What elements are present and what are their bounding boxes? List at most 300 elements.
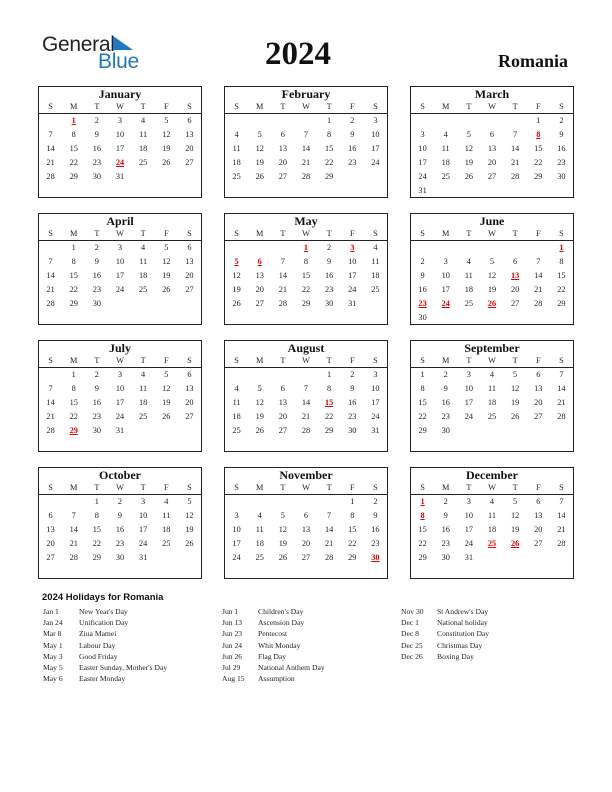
- day-cell: 31: [115, 426, 125, 435]
- day-cell: 24: [371, 412, 380, 421]
- logo-triangle-icon: [113, 36, 133, 50]
- day-cell: 19: [255, 412, 264, 421]
- empty-cell: [39, 368, 62, 382]
- day-cell: 21: [557, 525, 566, 534]
- weekday-label: M: [256, 356, 264, 365]
- day-cell: 2: [327, 243, 332, 252]
- weekday-label: T: [512, 356, 518, 365]
- day-cell: 6: [187, 370, 192, 379]
- day-cell: 3: [420, 130, 425, 139]
- holiday-date: May 3: [43, 651, 63, 661]
- day-cell: 6: [513, 257, 518, 266]
- weekday-label: S: [234, 229, 239, 238]
- holiday-item: [43, 628, 167, 639]
- day-cell: 18: [232, 412, 241, 421]
- day-cell: 8: [71, 257, 76, 266]
- weekday-label: T: [140, 229, 146, 238]
- day-cell: 16: [441, 398, 450, 407]
- empty-cell: [504, 551, 527, 565]
- day-cell: 28: [278, 299, 287, 308]
- day-cell: 7: [48, 130, 53, 139]
- month-november: [224, 467, 388, 579]
- day-cell: 24: [464, 412, 473, 421]
- empty-cell: [248, 241, 271, 255]
- day-cell: 28: [46, 172, 55, 181]
- year-title: 2024: [265, 36, 331, 72]
- week-row: [39, 128, 201, 142]
- day-cell: 25: [138, 285, 148, 294]
- day-cell: 3: [117, 243, 123, 252]
- month-name: March: [474, 87, 510, 101]
- day-cell: 11: [371, 257, 380, 266]
- day-cell: 29: [418, 553, 427, 562]
- day-cell: 30: [418, 313, 427, 322]
- weekday-label: T: [94, 229, 100, 238]
- day-cell: 12: [162, 130, 171, 139]
- day-cell: 21: [46, 158, 55, 167]
- day-cell: 9: [94, 130, 99, 139]
- week-row: [411, 114, 573, 128]
- holiday-day-cell: 5: [234, 257, 239, 266]
- weekday-label: M: [70, 229, 78, 238]
- week-row: [39, 537, 201, 551]
- day-cell: 24: [115, 412, 125, 421]
- day-cell: 1: [71, 243, 76, 252]
- holiday-date: Dec 1: [401, 618, 419, 628]
- day-cell: 28: [324, 553, 334, 562]
- day-cell: 30: [557, 172, 566, 181]
- day-cell: 25: [232, 172, 241, 181]
- day-cell: 15: [69, 398, 78, 407]
- day-cell: 9: [443, 384, 448, 393]
- week-row: [39, 142, 201, 156]
- day-cell: 6: [280, 130, 285, 139]
- holiday-name: New Year's Day: [79, 607, 128, 616]
- day-cell: 17: [464, 398, 473, 407]
- day-cell: 17: [418, 158, 427, 167]
- day-cell: 25: [371, 285, 380, 294]
- day-cell: 7: [559, 370, 564, 379]
- empty-cell: [155, 170, 178, 184]
- empty-cell: [457, 114, 480, 128]
- day-cell: 4: [373, 243, 378, 252]
- day-cell: 30: [441, 426, 450, 435]
- holiday-day-cell: 24: [441, 299, 450, 308]
- day-cell: 22: [301, 285, 311, 294]
- weekday-label: M: [70, 483, 78, 492]
- day-cell: 5: [164, 243, 169, 252]
- weekday-label: F: [349, 356, 355, 365]
- holiday-day-cell: 1: [420, 497, 425, 506]
- week-row: [411, 283, 573, 297]
- holiday-day-cell: 26: [487, 299, 497, 308]
- day-cell: 29: [92, 553, 101, 562]
- weekday-label: F: [349, 229, 355, 238]
- weekday-label: T: [94, 102, 100, 111]
- week-row: [39, 156, 201, 170]
- day-cell: 21: [301, 158, 311, 167]
- holiday-date: Nov 30: [401, 607, 424, 616]
- day-cell: 9: [420, 271, 425, 280]
- generalblue-logo: [42, 33, 142, 73]
- day-cell: 19: [255, 158, 264, 167]
- day-cell: 19: [185, 525, 194, 534]
- day-cell: 11: [232, 144, 241, 153]
- day-cell: 25: [232, 426, 241, 435]
- day-cell: 21: [534, 285, 543, 294]
- weekday-label: F: [163, 356, 169, 365]
- day-cell: 23: [557, 158, 566, 167]
- day-cell: 15: [69, 144, 78, 153]
- holiday-date: Jul 29: [222, 662, 241, 672]
- day-cell: 14: [278, 271, 287, 280]
- day-cell: 10: [115, 384, 125, 393]
- day-cell: 23: [441, 539, 450, 548]
- day-cell: 1: [420, 370, 425, 379]
- day-cell: 6: [489, 130, 495, 139]
- week-row: [225, 269, 387, 283]
- weekday-label: T: [280, 483, 286, 492]
- day-cell: 11: [441, 144, 450, 153]
- day-cell: 26: [232, 299, 241, 308]
- week-row: [411, 184, 573, 198]
- day-cell: 18: [138, 144, 148, 153]
- empty-cell: [108, 297, 131, 311]
- empty-cell: [294, 114, 317, 128]
- day-cell: 19: [162, 398, 171, 407]
- holiday-day-cell: 24: [115, 158, 125, 167]
- day-cell: 18: [487, 398, 497, 407]
- day-cell: 24: [115, 285, 125, 294]
- empty-cell: [457, 424, 480, 438]
- holiday-day-cell: 25: [487, 539, 497, 548]
- weekday-label: S: [187, 483, 192, 492]
- day-cell: 11: [162, 511, 171, 520]
- day-cell: 5: [257, 130, 262, 139]
- week-row: [411, 241, 573, 255]
- holiday-day-cell: 1: [303, 243, 309, 252]
- week-row: [225, 382, 387, 396]
- day-cell: 16: [348, 144, 357, 153]
- weekday-label: S: [559, 102, 564, 111]
- day-cell: 8: [71, 130, 76, 139]
- day-cell: 18: [464, 285, 473, 294]
- weekday-label: W: [302, 356, 310, 365]
- day-cell: 29: [418, 426, 427, 435]
- weekday-label: F: [535, 356, 541, 365]
- empty-cell: [434, 184, 457, 198]
- weekday-label: T: [466, 483, 472, 492]
- empty-cell: [225, 368, 248, 382]
- holiday-date: Jun 26: [222, 651, 243, 661]
- week-row: [39, 170, 201, 184]
- day-cell: 4: [141, 116, 146, 125]
- week-row: [225, 170, 387, 184]
- day-cell: 18: [487, 525, 497, 534]
- month-name: January: [98, 87, 142, 101]
- day-cell: 27: [185, 285, 194, 294]
- day-cell: 12: [232, 271, 241, 280]
- empty-cell: [225, 114, 248, 128]
- day-cell: 8: [71, 384, 76, 393]
- week-row: [411, 128, 573, 142]
- empty-cell: [178, 297, 201, 311]
- week-row: [225, 156, 387, 170]
- day-cell: 23: [348, 158, 357, 167]
- week-row: [411, 368, 573, 382]
- weekday-label: S: [187, 229, 192, 238]
- day-cell: 4: [443, 130, 448, 139]
- day-cell: 14: [301, 398, 311, 407]
- day-cell: 30: [348, 426, 357, 435]
- day-cell: 1: [94, 497, 99, 506]
- day-cell: 14: [534, 271, 543, 280]
- day-cell: 12: [278, 525, 287, 534]
- weekday-label: F: [535, 102, 541, 111]
- week-row: [411, 551, 573, 565]
- day-cell: 15: [324, 144, 334, 153]
- day-cell: 4: [489, 370, 495, 379]
- day-cell: 14: [46, 398, 55, 407]
- month-name: November: [279, 468, 333, 482]
- day-cell: 17: [232, 539, 241, 548]
- day-cell: 26: [464, 172, 473, 181]
- day-cell: 19: [464, 158, 473, 167]
- weekday-label: W: [116, 483, 124, 492]
- week-row: [225, 551, 387, 565]
- empty-cell: [434, 311, 457, 325]
- day-cell: 14: [324, 525, 334, 534]
- weekday-label: T: [326, 483, 332, 492]
- day-cell: 16: [348, 398, 357, 407]
- day-cell: 22: [557, 285, 566, 294]
- day-cell: 22: [418, 539, 427, 548]
- holiday-item: [222, 651, 325, 662]
- holiday-column: [401, 606, 489, 662]
- day-cell: 5: [164, 370, 169, 379]
- weekday-label: S: [187, 356, 192, 365]
- day-cell: 28: [46, 426, 55, 435]
- weekday-label: F: [163, 229, 169, 238]
- day-cell: 6: [187, 116, 192, 125]
- weekday-label: T: [140, 102, 146, 111]
- day-cell: 7: [303, 130, 309, 139]
- week-row: [411, 523, 573, 537]
- day-cell: 14: [46, 144, 55, 153]
- day-cell: 24: [232, 553, 241, 562]
- week-row: [411, 495, 573, 509]
- weekday-label: W: [302, 229, 310, 238]
- weekday-header: [225, 355, 387, 368]
- day-cell: 10: [115, 257, 125, 266]
- week-row: [411, 410, 573, 424]
- day-cell: 18: [138, 398, 148, 407]
- holiday-name: Ascension Day: [258, 618, 305, 628]
- day-cell: 27: [301, 553, 311, 562]
- holiday-day-cell: 30: [371, 553, 380, 562]
- empty-cell: [550, 424, 573, 438]
- day-cell: 31: [418, 186, 427, 195]
- day-cell: 2: [420, 257, 425, 266]
- month-name: May: [294, 214, 318, 228]
- day-cell: 31: [138, 553, 148, 562]
- day-cell: 27: [534, 539, 543, 548]
- day-cell: 22: [69, 158, 78, 167]
- month-may: [224, 213, 388, 325]
- day-cell: 15: [418, 525, 427, 534]
- day-cell: 27: [534, 412, 543, 421]
- day-cell: 2: [94, 116, 99, 125]
- empty-cell: [480, 424, 503, 438]
- holiday-name: Children's Day: [258, 607, 304, 616]
- day-cell: 5: [513, 370, 518, 379]
- weekday-label: S: [234, 102, 239, 111]
- weekday-label: T: [326, 102, 332, 111]
- weekday-label: S: [420, 356, 425, 365]
- weekday-label: S: [234, 483, 239, 492]
- week-row: [39, 297, 201, 311]
- weekday-label: S: [420, 102, 425, 111]
- day-cell: 22: [92, 539, 101, 548]
- empty-cell: [155, 424, 178, 438]
- week-row: [411, 297, 573, 311]
- holiday-item: [43, 640, 167, 651]
- day-cell: 30: [92, 426, 101, 435]
- day-cell: 22: [324, 412, 334, 421]
- day-cell: 28: [69, 553, 78, 562]
- day-cell: 22: [348, 539, 357, 548]
- day-cell: 4: [141, 370, 146, 379]
- weekday-label: S: [559, 483, 564, 492]
- weekday-label: T: [280, 102, 286, 111]
- holiday-date: May 1: [43, 640, 63, 650]
- day-cell: 23: [324, 285, 334, 294]
- day-cell: 27: [510, 299, 520, 308]
- weekday-header: [225, 228, 387, 241]
- holiday-day-cell: 13: [510, 271, 520, 280]
- day-cell: 8: [420, 384, 425, 393]
- day-cell: 9: [559, 130, 564, 139]
- day-cell: 1: [350, 497, 355, 506]
- holiday-name: Boxing Day: [437, 651, 474, 661]
- day-cell: 27: [278, 172, 287, 181]
- weekday-header: [225, 101, 387, 114]
- empty-cell: [504, 114, 527, 128]
- weekday-label: F: [349, 102, 355, 111]
- day-cell: 10: [371, 384, 380, 393]
- day-cell: 13: [534, 511, 543, 520]
- weekday-label: T: [280, 229, 286, 238]
- holiday-date: May 5: [43, 662, 63, 672]
- day-cell: 10: [464, 384, 473, 393]
- day-cell: 17: [348, 271, 357, 280]
- week-row: [225, 424, 387, 438]
- holiday-item: [401, 640, 489, 651]
- day-cell: 6: [536, 370, 541, 379]
- empty-cell: [527, 424, 550, 438]
- holiday-date: Jun 13: [222, 618, 243, 628]
- holiday-item: [401, 651, 489, 662]
- day-cell: 3: [466, 497, 471, 506]
- day-cell: 2: [350, 370, 355, 379]
- week-row: [39, 241, 201, 255]
- day-cell: 1: [536, 116, 541, 125]
- empty-cell: [480, 241, 503, 255]
- holiday-day-cell: 6: [257, 257, 262, 266]
- day-cell: 9: [373, 511, 378, 520]
- month-august: [224, 340, 388, 452]
- day-cell: 6: [280, 384, 285, 393]
- day-cell: 10: [115, 130, 125, 139]
- holidays-title: 2024 Holidays for Romania: [42, 592, 164, 603]
- week-row: [225, 523, 387, 537]
- day-cell: 5: [513, 497, 518, 506]
- day-cell: 9: [327, 257, 332, 266]
- month-october: [38, 467, 202, 579]
- day-cell: 17: [115, 144, 125, 153]
- empty-cell: [155, 297, 178, 311]
- day-cell: 31: [464, 553, 473, 562]
- day-cell: 16: [371, 525, 380, 534]
- weekday-label: F: [535, 229, 541, 238]
- day-cell: 2: [373, 497, 378, 506]
- week-row: [39, 551, 201, 565]
- week-row: [225, 495, 387, 509]
- holiday-name: Pentecost: [258, 629, 288, 639]
- day-cell: 8: [327, 384, 332, 393]
- day-cell: 22: [69, 285, 78, 294]
- weekday-label: M: [70, 102, 78, 111]
- day-cell: 16: [115, 525, 125, 534]
- day-cell: 26: [162, 285, 171, 294]
- week-row: [411, 170, 573, 184]
- weekday-label: T: [94, 483, 100, 492]
- day-cell: 21: [46, 412, 55, 421]
- day-cell: 29: [301, 299, 311, 308]
- day-cell: 19: [487, 285, 497, 294]
- day-cell: 28: [557, 539, 566, 548]
- day-cell: 14: [557, 384, 566, 393]
- day-cell: 22: [324, 158, 334, 167]
- day-cell: 29: [69, 299, 78, 308]
- week-row: [39, 495, 201, 509]
- week-row: [411, 537, 573, 551]
- logo-text-blue: Blue: [98, 50, 139, 73]
- weekday-label: T: [512, 102, 518, 111]
- day-cell: 10: [418, 144, 427, 153]
- day-cell: 25: [162, 539, 171, 548]
- day-cell: 28: [46, 299, 55, 308]
- day-cell: 11: [487, 384, 496, 393]
- day-cell: 7: [513, 130, 518, 139]
- day-cell: 21: [278, 285, 287, 294]
- day-cell: 20: [185, 398, 194, 407]
- weekday-label: W: [488, 229, 496, 238]
- day-cell: 5: [466, 130, 471, 139]
- day-cell: 28: [557, 412, 566, 421]
- day-cell: 27: [487, 172, 497, 181]
- day-cell: 30: [441, 553, 450, 562]
- week-row: [225, 241, 387, 255]
- day-cell: 25: [138, 158, 148, 167]
- empty-cell: [178, 424, 201, 438]
- empty-cell: [39, 114, 62, 128]
- day-cell: 21: [69, 539, 78, 548]
- empty-cell: [527, 551, 550, 565]
- empty-cell: [271, 114, 294, 128]
- day-cell: 17: [115, 398, 125, 407]
- empty-cell: [434, 114, 457, 128]
